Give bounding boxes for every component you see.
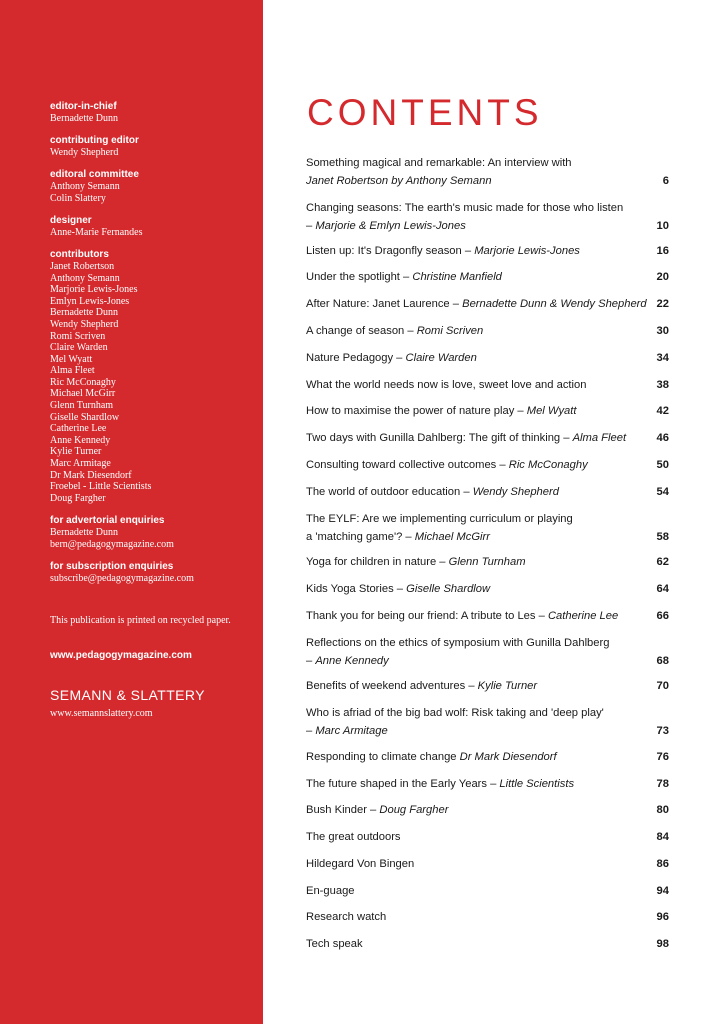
article-title: – xyxy=(306,219,316,232)
article-author: Michael McGirr xyxy=(414,530,490,543)
toc-entry[interactable] xyxy=(306,554,669,572)
page-number: 98 xyxy=(656,938,669,950)
credit-email[interactable]: bern@pedagogymagazine.com xyxy=(50,538,174,550)
toc-entry[interactable] xyxy=(306,802,669,820)
toc-entry-line xyxy=(306,377,669,395)
toc-entry-line xyxy=(306,829,669,847)
toc-entry-line xyxy=(306,749,669,767)
toc-entry[interactable] xyxy=(306,511,669,546)
page-number: 6 xyxy=(662,174,669,187)
credit-name: Anne-Marie Fernandes xyxy=(50,226,143,238)
publisher-website-link[interactable]: www.semannslattery.com xyxy=(50,708,153,719)
credit-role: contributors xyxy=(50,249,109,261)
article-title: Yoga for children in nature – xyxy=(306,556,449,568)
toc-entry[interactable] xyxy=(306,403,669,421)
credit-name: Froebel - Little Scientists xyxy=(50,481,152,493)
toc-entry-line xyxy=(306,608,669,626)
credit-role: editoral committee xyxy=(50,169,139,181)
toc-entry-line xyxy=(306,635,669,653)
article-author: Glenn Turnham xyxy=(448,556,526,568)
toc-entry[interactable] xyxy=(306,909,669,927)
credit-name: Colin Slattery xyxy=(50,192,106,204)
publisher-logo: SEMANN & SLATTERY xyxy=(50,687,205,703)
toc-entry[interactable] xyxy=(306,581,669,599)
article-title: Benefits of weekend adventures – xyxy=(306,680,478,692)
credit-name: Anthony Semann xyxy=(50,272,120,284)
credit-name: Kylie Turner xyxy=(50,446,102,458)
article-author: Mel Wyatt xyxy=(526,405,577,417)
credit-name: Wendy Shepherd xyxy=(50,146,119,158)
page-number: 73 xyxy=(656,724,669,737)
article-title: Under the spotlight – xyxy=(306,271,413,283)
article-title: Something magical and remarkable: An interview with xyxy=(306,157,572,169)
credit-name: Ric McConaghy xyxy=(50,376,116,388)
article-title: Reflections on the ethics of symposium with Gunilla Dahlberg xyxy=(306,637,610,649)
toc-entry-line xyxy=(306,430,669,448)
toc-entry[interactable] xyxy=(306,269,669,287)
page-number: 54 xyxy=(656,486,669,498)
toc-entry[interactable] xyxy=(306,155,669,190)
toc-entry-line xyxy=(306,705,669,723)
article-author: Claire Warden xyxy=(405,352,477,364)
toc-entry[interactable] xyxy=(306,776,669,794)
article-author: Alma Fleet xyxy=(572,432,627,444)
article-title: Thank you for being our friend: A tribute to Les – xyxy=(306,610,548,622)
toc-entry-line xyxy=(306,936,669,954)
credit-name: Mel Wyatt xyxy=(50,353,93,365)
article-author: Anne Kennedy xyxy=(315,654,389,667)
article-title: The future shaped in the Early Years – xyxy=(306,778,500,790)
toc-entry-line xyxy=(306,909,669,927)
toc-entry-line xyxy=(306,403,669,421)
credit-name: Giselle Shardlow xyxy=(50,411,120,423)
toc-entry-line xyxy=(306,484,669,502)
article-author: Romi Scriven xyxy=(416,325,484,337)
credit-group xyxy=(50,101,255,124)
toc-entry[interactable] xyxy=(306,430,669,448)
page-number: 20 xyxy=(656,271,669,283)
page-number: 46 xyxy=(656,432,669,444)
credit-group xyxy=(50,135,255,158)
credit-role: contributing editor xyxy=(50,135,139,147)
article-author: Marjorie Lewis-Jones xyxy=(474,245,580,257)
page-number: 10 xyxy=(656,219,669,232)
toc-entry[interactable] xyxy=(306,705,669,740)
credit-role: for advertorial enquiries xyxy=(50,515,165,527)
toc-entry-line xyxy=(306,350,669,368)
article-title: Bush Kinder – xyxy=(306,804,380,816)
article-title: Tech speak xyxy=(306,938,363,950)
page-title: CONTENTS xyxy=(307,92,543,133)
page-number: 94 xyxy=(656,885,669,897)
toc-entry-line xyxy=(306,883,669,901)
toc-entry-line xyxy=(306,296,669,314)
page-number: 22 xyxy=(656,298,669,310)
article-title: Two days with Gunilla Dahlberg: The gift of thinking – xyxy=(306,432,573,444)
article-author: Ric McConaghy xyxy=(508,459,588,471)
toc-entry[interactable] xyxy=(306,296,669,314)
credit-group xyxy=(50,515,255,550)
toc-entry-line xyxy=(306,776,669,794)
credit-name: Dr Mark Diesendorf xyxy=(50,469,132,481)
toc-entry[interactable] xyxy=(306,856,669,874)
credit-name: Anthony Semann xyxy=(50,180,120,192)
article-author: Marc Armitage xyxy=(315,724,388,737)
toc-entry-line xyxy=(306,653,669,671)
toc-entry[interactable] xyxy=(306,608,669,626)
article-title: The great outdoors xyxy=(306,831,401,843)
credit-name: Janet Robertson xyxy=(50,260,115,272)
credit-name: Michael McGirr xyxy=(50,388,116,400)
page-number: 76 xyxy=(656,751,669,763)
toc-entry-line xyxy=(306,155,669,173)
article-title: – xyxy=(306,654,316,667)
credit-name: Bernadette Dunn xyxy=(50,527,119,538)
toc-entry[interactable] xyxy=(306,484,669,502)
toc-entry-line xyxy=(306,218,669,236)
article-title: Listen up: It's Dragonfly season – xyxy=(306,245,475,257)
credit-name: Marc Armitage xyxy=(50,458,111,470)
article-author: Little Scientists xyxy=(499,778,575,790)
toc-entry-line xyxy=(306,511,669,529)
toc-entry-line xyxy=(306,856,669,874)
page-number: 38 xyxy=(656,379,669,391)
toc-entry-line xyxy=(306,723,669,741)
toc-entry-line xyxy=(306,678,669,696)
credit-role: for subscription enquiries xyxy=(50,561,174,573)
toc-entry[interactable] xyxy=(306,936,669,954)
article-title: The world of outdoor education – xyxy=(306,486,473,498)
toc-entry[interactable] xyxy=(306,243,669,261)
article-title: Kids Yoga Stories – xyxy=(306,583,407,595)
page-number: 96 xyxy=(656,911,669,923)
page-number: 34 xyxy=(656,352,669,364)
credit-name: Doug Fargher xyxy=(50,492,106,504)
toc-entry[interactable] xyxy=(306,457,669,475)
credit-email[interactable]: subscribe@pedagogymagazine.com xyxy=(50,572,194,584)
article-author: Catherine Lee xyxy=(547,610,619,622)
credits-list xyxy=(50,101,255,595)
page-number: 66 xyxy=(656,610,669,622)
toc-entry-line xyxy=(306,457,669,475)
page-number: 50 xyxy=(656,459,669,471)
credit-name: Emlyn Lewis-Jones xyxy=(50,295,130,307)
printing-note: This publication is printed on recycled paper. xyxy=(50,615,231,626)
article-title: – xyxy=(306,724,316,737)
article-title: How to maximise the power of nature play – xyxy=(306,405,527,417)
article-title: Consulting toward collective outcomes – xyxy=(306,459,509,471)
toc-entry-line xyxy=(306,200,669,218)
toc-entry[interactable] xyxy=(306,377,669,395)
credit-role: designer xyxy=(50,215,92,227)
toc-entry[interactable] xyxy=(306,749,669,767)
credit-group xyxy=(50,169,255,204)
article-author: Giselle Shardlow xyxy=(406,583,491,595)
article-title: Hildegard Von Bingen xyxy=(306,858,415,870)
credit-name: Marjorie Lewis-Jones xyxy=(50,284,138,296)
article-author: Christine Manfield xyxy=(412,271,502,283)
page-number: 84 xyxy=(656,831,669,843)
page-number: 58 xyxy=(656,530,669,543)
page-number: 78 xyxy=(656,778,669,790)
credit-name: Catherine Lee xyxy=(50,423,107,435)
toc-entry-line xyxy=(306,554,669,572)
credit-name: Claire Warden xyxy=(50,342,108,354)
article-title: Research watch xyxy=(306,911,387,923)
page-number: 42 xyxy=(656,405,669,417)
article-title: Who is afriad of the big bad wolf: Risk taking and 'deep play' xyxy=(306,707,604,719)
page-number: 86 xyxy=(656,858,669,870)
toc-entry[interactable] xyxy=(306,678,669,696)
credit-name: Anne Kennedy xyxy=(50,434,111,446)
article-author: Marjorie & Emlyn Lewis-Jones xyxy=(315,219,466,232)
toc-entry-line xyxy=(306,529,669,547)
toc-entry-line xyxy=(306,269,669,287)
article-author: Wendy Shepherd xyxy=(472,486,559,498)
article-title: En-guage xyxy=(306,885,355,897)
toc-entry-line xyxy=(306,802,669,820)
toc-entry-line xyxy=(306,173,669,191)
article-author: Doug Fargher xyxy=(379,804,449,816)
article-author: Kylie Turner xyxy=(477,680,538,692)
toc-entry[interactable] xyxy=(306,883,669,901)
page-number: 16 xyxy=(656,245,669,257)
credit-role: editor-in-chief xyxy=(50,101,117,112)
credit-name: Bernadette Dunn xyxy=(50,307,119,319)
article-title: What the world needs now is love, sweet love and action xyxy=(306,379,587,391)
toc-entry-line xyxy=(306,323,669,341)
article-title: a 'matching game'? – xyxy=(306,530,415,543)
credit-group xyxy=(50,249,255,504)
credit-group xyxy=(50,215,255,238)
magazine-website-link[interactable]: www.pedagogymagazine.com xyxy=(50,650,192,661)
article-title: Responding to climate change xyxy=(306,751,460,763)
article-title: After Nature: Janet Laurence – xyxy=(306,298,463,310)
credit-name: Alma Fleet xyxy=(50,365,95,377)
toc-entry[interactable] xyxy=(306,323,669,341)
page-number: 30 xyxy=(656,325,669,337)
credit-group xyxy=(50,561,255,584)
article-title: The EYLF: Are we implementing curriculum or playing xyxy=(306,513,573,525)
credit-name: Bernadette Dunn xyxy=(50,112,119,124)
page-number: 68 xyxy=(656,654,669,667)
article-title: Nature Pedagogy – xyxy=(306,352,406,364)
toc-entry[interactable] xyxy=(306,200,669,235)
page-number: 80 xyxy=(656,804,669,816)
toc-entry[interactable] xyxy=(306,635,669,670)
toc-entry-line xyxy=(306,581,669,599)
credit-name: Romi Scriven xyxy=(50,330,106,342)
page-number: 62 xyxy=(656,556,669,568)
toc-entry[interactable] xyxy=(306,350,669,368)
article-author: Janet Robertson by Anthony Semann xyxy=(306,174,492,187)
page-number: 64 xyxy=(656,583,669,595)
article-title: A change of season – xyxy=(306,325,417,337)
page-number: 70 xyxy=(656,680,669,692)
masthead-sidebar xyxy=(0,0,263,1024)
credit-name: Wendy Shepherd xyxy=(50,318,119,330)
credit-name: Glenn Turnham xyxy=(50,400,114,412)
article-author: Bernadette Dunn & Wendy Shepherd xyxy=(462,298,647,310)
article-author: Dr Mark Diesendorf xyxy=(459,751,557,763)
article-title: Changing seasons: The earth's music made for those who listen xyxy=(306,202,624,214)
toc-entry[interactable] xyxy=(306,829,669,847)
toc-entry-line xyxy=(306,243,669,261)
